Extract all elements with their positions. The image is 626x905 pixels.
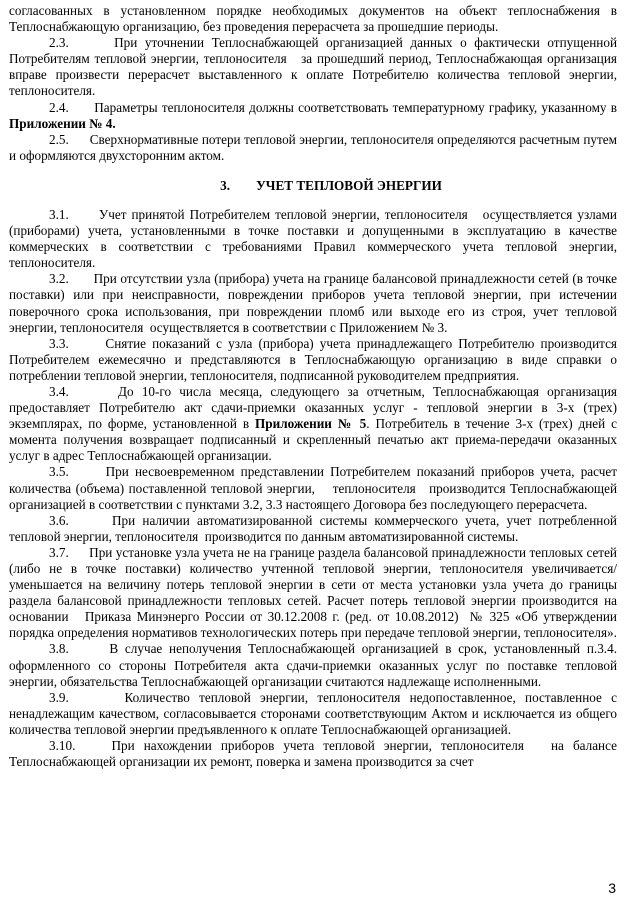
paragraph-3-8: 3.8. В случае неполучения Теплоснабжающей организацией в срок, установленный п.3.4. оформленного со стороны Потребителя акта сдачи-приемки оказанных услуг по поставке тепловой энергии, обязательства Теплоснабжающей организации считаются надлежаще исполненными. bbox=[9, 641, 617, 689]
paragraph-2-4 bbox=[9, 100, 617, 132]
paragraph-3-2: 3.2. При отсутствии узла (прибора) учета на границе балансовой принадлежности сетей (в точке поставки) или при неисправности, повреждении приборов учета тепловой энергии, при истечении поверочного срока использования, при повреждении пломб или выходе его из строя, учет тепловой энергии, теплоносителя осуществляется в соответствии с Приложением № 3. bbox=[9, 271, 617, 335]
paragraph-2-2-continuation: согласованных в установленном порядке необходимых документов на объект теплоснабжения в Теплоснабжающую организацию, без проведения перерасчета за прошедшие периоды. bbox=[9, 3, 617, 35]
paragraph-2-5: 2.5. Сверхнормативные потери тепловой энергии, теплоносителя определяются расчетным путем и оформляются двухсторонним актом. bbox=[9, 131, 617, 163]
paragraph-3-7: 3.7. При установке узла учета не на границе раздела балансовой принадлежности тепловых сетей (либо не в точке поставки) количество учтенной тепловой энергии, теплоносителя увеличивается/уменьшается на величину потерь тепловой энергии в сети от места установки узла учета до границы раздела балансовой принадлежности тепловых сетей. Расчет потерь тепловой энергии производится на основании Приказа Минэнерго России от 30.12.2008 г. (ред. от 10.08.2012) № 325 «Об утверждении порядка определения нормативов технологических потерь при передаче тепловой энергии, теплоносителя». bbox=[9, 544, 617, 641]
paragraph-3-6: 3.6. При наличии автоматизированной системы коммерческого учета, учет потребленной тепловой энергии, теплоносителя производится по данным автоматизированной системы. bbox=[9, 512, 617, 544]
paragraph-2-3: 2.3. При уточнении Теплоснабжающей организацией данных о фактически отпущенной Потребителям тепловой энергии, теплоносителя за прошедший период, Теплоснабжающая организация вправе произвести перерасчет выставленного к оплате Потребителю количества тепловой энергии, теплоносителя. bbox=[9, 35, 617, 99]
paragraph-3-4-text: 3.4. До 10-го числа месяца, следующего за отчетным, Теплоснабжающая организация предоставляет Потребителю акт сдачи-приемки оказанных услуг - тепловой энергии в 3-х (трех) экземплярах, по форме, установленной в bbox=[9, 383, 617, 432]
paragraph-3-1: 3.1. Учет принятой Потребителем тепловой энергии, теплоносителя осуществляется узлами (приборами) учета, установленными в точке поставки и допущенными в эксплуатацию в качестве коммерческих в соответствии с требованиями Правил коммерческого учета тепловой энергии, теплоносителя. bbox=[9, 206, 617, 271]
section-heading bbox=[9, 178, 617, 194]
paragraph-2-4-text: 2.4. Параметры теплоносителя должны соответствовать температурному графику, указанному в bbox=[49, 99, 617, 115]
appendix-5-reference: Приложении № 5 bbox=[255, 416, 367, 432]
section-title: УЧЕТ ТЕПЛОВОЙ ЭНЕРГИИ bbox=[256, 177, 442, 193]
appendix-4-reference: Приложении № 4. bbox=[9, 115, 116, 131]
document-page bbox=[9, 3, 617, 770]
paragraph-3-10: 3.10. При нахождении приборов учета тепловой энергии, теплоносителя на балансе Теплоснабжающей организации их ремонт, поверка и замена производится за счет bbox=[9, 738, 617, 770]
paragraph-3-5: 3.5. При несвоевременном представлении Потребителем показаний приборов учета, расчет количества (объема) поставленной тепловой энергии, теплоносителя производится Теплоснабжающей организацией в соответствии с пунктами 3.2, 3.3 настоящего Договора без последующего перерасчета. bbox=[9, 464, 617, 512]
section-number: 3. bbox=[220, 177, 231, 193]
paragraph-3-4-text-after: . Потребитель в течение 3-х (трех) дней с момента получения возвращает подписанный и скрепленный печатью акт приема-передачи оказанных услуг в адрес Теплоснабжающей организации. bbox=[9, 416, 617, 464]
paragraph-3-9: 3.9. Количество тепловой энергии, теплоносителя недопоставленное, поставленное с ненадлежащим качеством, согласовывается сторонами соответствующим Актом и исключается из общего количества тепловой энергии предъявленного к оплате Теплоснабжающей организацией. bbox=[9, 689, 617, 737]
paragraph-3-4 bbox=[9, 384, 617, 464]
paragraph-3-3: 3.3. Снятие показаний с узла (прибора) учета принадлежащего Потребителю производится Потребителем ежемесячно и представляются в Теплоснабжающую организацию в виде справки о потреблении тепловой энергии, теплоносителя, подписанной руководителем предприятия. bbox=[9, 335, 617, 383]
page-number: 3 bbox=[608, 880, 616, 896]
